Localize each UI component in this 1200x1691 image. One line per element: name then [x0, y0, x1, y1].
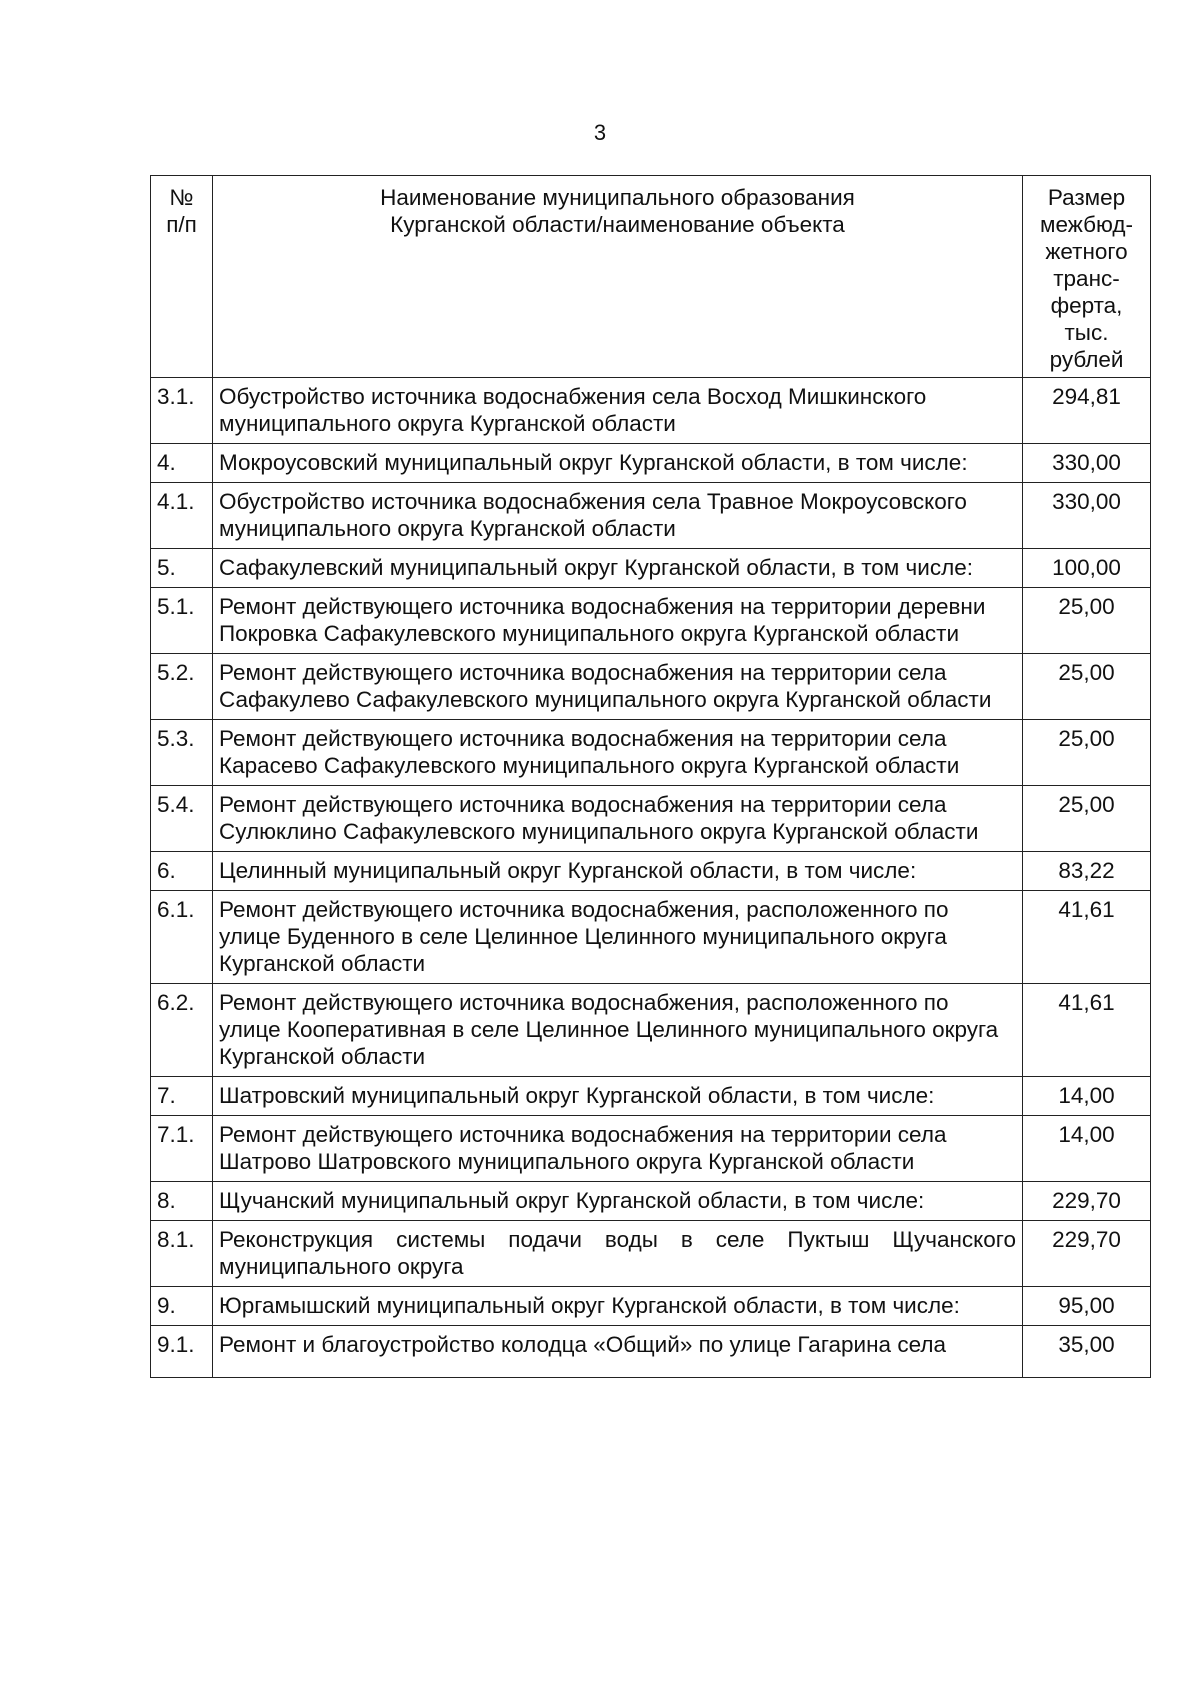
row-number: 5. — [151, 549, 213, 588]
row-number: 5.2. — [151, 654, 213, 720]
table-row — [151, 852, 1151, 891]
header-amount-text: Размер межбюд-жетного транс-ферта, тыс. рублей — [1040, 185, 1133, 372]
row-amount: 100,00 — [1023, 549, 1151, 588]
table-row — [151, 1221, 1151, 1287]
row-name: Реконструкция системы подачи воды в селе Пуктыш Щучанского муниципального округа — [213, 1221, 1023, 1287]
header-name — [213, 176, 1023, 378]
header-amount — [1023, 176, 1151, 378]
row-number: 7.1. — [151, 1116, 213, 1182]
row-name: Ремонт действующего источника водоснабжения на территории села Сулюклино Сафакулевского муниципального округа Курганской области — [213, 786, 1023, 852]
row-name: Целинный муниципальный округ Курганской области, в том числе: — [213, 852, 1023, 891]
row-number: 9.1. — [151, 1326, 213, 1378]
row-number: 5.3. — [151, 720, 213, 786]
table-row — [151, 891, 1151, 984]
table-row — [151, 1182, 1151, 1221]
row-amount: 41,61 — [1023, 984, 1151, 1077]
row-name: Мокроусовский муниципальный округ Курганской области, в том числе: — [213, 444, 1023, 483]
row-name: Ремонт действующего источника водоснабжения на территории села Шатрово Шатровского муниципального округа Курганской области — [213, 1116, 1023, 1182]
header-num-text: № п/п — [166, 185, 197, 237]
row-name: Ремонт и благоустройство колодца «Общий» по улице Гагарина села — [213, 1326, 1023, 1378]
row-number: 6.2. — [151, 984, 213, 1077]
row-number: 6. — [151, 852, 213, 891]
table-row — [151, 483, 1151, 549]
table-row — [151, 720, 1151, 786]
row-number: 8. — [151, 1182, 213, 1221]
transfer-table — [150, 175, 1151, 1378]
table-row — [151, 786, 1151, 852]
row-amount: 294,81 — [1023, 378, 1151, 444]
table-header-row — [151, 176, 1151, 378]
table-row — [151, 444, 1151, 483]
row-number: 6.1. — [151, 891, 213, 984]
row-amount: 25,00 — [1023, 786, 1151, 852]
page-number: 3 — [593, 120, 607, 145]
table-row — [151, 549, 1151, 588]
row-number: 5.4. — [151, 786, 213, 852]
row-amount: 25,00 — [1023, 654, 1151, 720]
row-amount: 83,22 — [1023, 852, 1151, 891]
row-amount: 25,00 — [1023, 720, 1151, 786]
row-amount: 95,00 — [1023, 1287, 1151, 1326]
row-amount: 229,70 — [1023, 1182, 1151, 1221]
row-name: Обустройство источника водоснабжения села Травное Мокроусовского муниципального округа Курганской области — [213, 483, 1023, 549]
table-row — [151, 1116, 1151, 1182]
table-row — [151, 984, 1151, 1077]
table-row — [151, 654, 1151, 720]
row-amount: 14,00 — [1023, 1077, 1151, 1116]
table-row — [151, 1077, 1151, 1116]
header-name-text: Наименование муниципального образования Курганской области/наименование объекта — [380, 185, 855, 237]
row-amount: 41,61 — [1023, 891, 1151, 984]
row-amount: 330,00 — [1023, 444, 1151, 483]
row-name: Сафакулевский муниципальный округ Курганской области, в том числе: — [213, 549, 1023, 588]
row-amount: 229,70 — [1023, 1221, 1151, 1287]
row-name: Ремонт действующего источника водоснабжения, расположенного по улице Буденного в селе Целинное Целинного муниципального округа Курганской области — [213, 891, 1023, 984]
row-amount: 35,00 — [1023, 1326, 1151, 1378]
table-row — [151, 1326, 1151, 1378]
row-amount: 14,00 — [1023, 1116, 1151, 1182]
table-row — [151, 378, 1151, 444]
row-number: 4.1. — [151, 483, 213, 549]
row-name: Ремонт действующего источника водоснабжения на территории села Карасево Сафакулевского муниципального округа Курганской области — [213, 720, 1023, 786]
row-name: Ремонт действующего источника водоснабжения на территории деревни Покровка Сафакулевского муниципального округа Курганской области — [213, 588, 1023, 654]
row-number: 5.1. — [151, 588, 213, 654]
header-num — [151, 176, 213, 378]
row-amount: 330,00 — [1023, 483, 1151, 549]
row-name: Ремонт действующего источника водоснабжения на территории села Сафакулево Сафакулевского муниципального округа Курганской области — [213, 654, 1023, 720]
row-number: 9. — [151, 1287, 213, 1326]
row-name: Шатровский муниципальный округ Курганской области, в том числе: — [213, 1077, 1023, 1116]
row-name: Обустройство источника водоснабжения села Восход Мишкинского муниципального округа Курганской области — [213, 378, 1023, 444]
table-row — [151, 1287, 1151, 1326]
row-name: Щучанский муниципальный округ Курганской области, в том числе: — [213, 1182, 1023, 1221]
row-number: 3.1. — [151, 378, 213, 444]
row-number: 4. — [151, 444, 213, 483]
table-row — [151, 588, 1151, 654]
row-amount: 25,00 — [1023, 588, 1151, 654]
table-body — [151, 378, 1151, 1378]
row-name: Ремонт действующего источника водоснабжения, расположенного по улице Кооперативная в селе Целинное Целинного муниципального округа Курганской области — [213, 984, 1023, 1077]
row-number: 7. — [151, 1077, 213, 1116]
row-number: 8.1. — [151, 1221, 213, 1287]
row-name: Юргамышский муниципальный округ Курганской области, в том числе: — [213, 1287, 1023, 1326]
